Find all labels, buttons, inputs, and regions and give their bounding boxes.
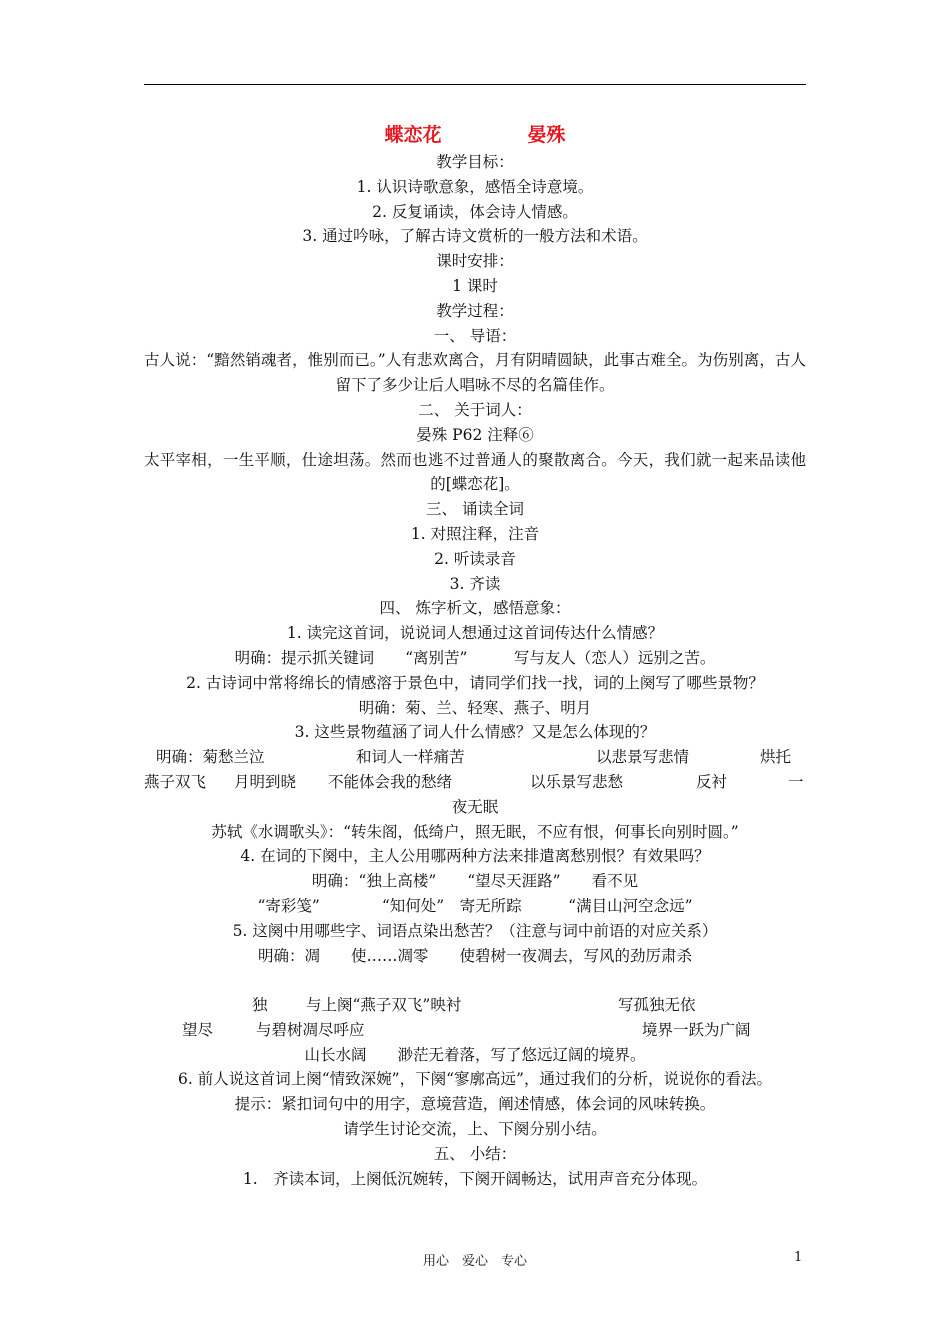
document-title [144, 120, 806, 150]
analysis-row [144, 993, 806, 1018]
text-line: 2. 反复诵读，体会诗人情感。 [372, 202, 578, 221]
row-cell: 燕子双飞 [144, 772, 207, 791]
section-heading: 一、 导语： [433, 326, 517, 345]
row-cell: 不能体会我的愁绪 [328, 772, 453, 791]
row-cell: 明确：菊愁兰泣 [156, 748, 265, 767]
row-cell: 望尽 [182, 1020, 214, 1039]
title-author: 晏殊 [527, 124, 566, 146]
row-cell: 烘托 [760, 748, 792, 767]
text-line: 课时安排： [436, 252, 514, 271]
row-cell: 和词人一样痛苦 [356, 748, 465, 767]
text-line: “寄彩笺” “知何处” 寄无所踪 “满目山河空念远” [257, 896, 693, 915]
text-line: 教学过程： [436, 301, 514, 320]
footer-motto: 用心 爱心 专心 [422, 1254, 527, 1269]
text-line: 1 课时 [452, 276, 498, 295]
analysis-row [144, 1018, 806, 1043]
text-line: 明确：“独上高楼” “望尽天涯路” 看不见 [311, 872, 639, 891]
text-line: 请学生讨论交流，上、下阕分别小结。 [343, 1120, 607, 1139]
text-line: 晏殊 P62 注释⑥ [416, 425, 534, 444]
blank-line [144, 968, 806, 993]
text-line: 1. 对照注释，注音 [410, 524, 540, 543]
text-line: 明确：提示抓关键词 “离别苦” 写与友人（恋人）远别之苦。 [234, 648, 716, 667]
row-cell: 以乐景写悲愁 [530, 772, 624, 791]
row-cell: 反衬 [696, 772, 728, 791]
text-line: 夜无眠 [451, 797, 499, 816]
text-paragraph: 6. 前人说这首词上阕“情致深婉”，下阕“寥廓高远”，通过我们的分析，说说你的看法。 [178, 1070, 772, 1089]
section-heading: 五、 小结： [433, 1144, 517, 1163]
text-paragraph: 古人说：“黯然销魂者，惟别而已。”人有悲欢离合，月有阴晴圆缺，此事古难全。为伤别离，古人留下了多少让后人唱咏不尽的名篇佳作。 [144, 351, 806, 395]
row-cell: 境界一跃为广阔 [642, 1020, 751, 1039]
text-line: 山长水阔 渺茫无着落，写了悠远辽阔的境界。 [304, 1045, 646, 1064]
text-line: 3. 通过吟咏，了解古诗文赏析的一般方法和术语。 [302, 227, 648, 246]
text-line: 3. 齐读 [449, 574, 501, 593]
text-line: 提示：紧扣词句中的用字，意境营造，阐述情感，体会词的风味转换。 [234, 1095, 716, 1114]
text-line: 明确：菊、兰、轻寒、燕子、明月 [358, 698, 592, 717]
header-rule [144, 84, 806, 85]
text-line: 3. 这些景物蕴涵了词人什么情感？又是怎么体现的？ [294, 723, 656, 742]
document-body [144, 120, 806, 1191]
row-cell: 独 [252, 996, 268, 1015]
text-line: 2. 古诗词中常将绵长的情感溶于景色中，请同学们找一找，词的上阕写了哪些景物？ [186, 673, 764, 692]
text-line: 苏轼《水调歌头》：“转朱阁，低绮户，照无眠，不应有恨，何事长向别时圆。” [211, 822, 739, 841]
row-cell: 写孤独无依 [618, 996, 696, 1015]
analysis-row [144, 770, 806, 795]
row-cell: 与上阕“燕子双飞”映衬 [306, 996, 462, 1015]
text-line: 1. 读完这首词，说说词人想通过这首词传达什么情感？ [286, 624, 664, 643]
text-line: 5. 这阕中用哪些字、词语点染出愁苦？（注意与词中前语的对应关系） [232, 921, 718, 940]
text-paragraph: 太平宰相，一生平顺，仕途坦荡。然而也逃不过普通人的聚散离合。今天，我们就一起来品读他的[蝶恋花]。 [144, 450, 806, 494]
title-poem: 蝶恋花 [384, 124, 442, 146]
text-line: 1. 齐读本词，上阕低沉婉转，下阕开阔畅达，试用声音充分体现。 [242, 1169, 708, 1188]
section-heading: 二、 关于词人： [418, 400, 532, 419]
page-number: 1 [794, 1250, 803, 1265]
section-heading: 四、 炼字析文，感悟意象： [379, 599, 571, 618]
text-line: 明确：凋 使……凋零 使碧树一夜凋去，写风的劲厉肃杀 [257, 946, 692, 965]
section-heading: 三、 诵读全词 [426, 500, 524, 519]
row-cell: 月明到晓 [234, 772, 297, 791]
row-cell: 与碧树凋尽呼应 [256, 1020, 365, 1039]
analysis-row [144, 745, 806, 770]
row-cell: 一 [788, 772, 804, 791]
text-line: 1. 认识诗歌意象，感悟全诗意境。 [356, 177, 594, 196]
text-line: 4. 在词的下阕中，主人公用哪两种方法来排遣离愁别恨？有效果吗？ [240, 847, 710, 866]
text-line: 2. 听读录音 [434, 549, 516, 568]
row-cell: 以悲景写悲情 [596, 748, 690, 767]
text-line: 教学目标： [436, 153, 514, 171]
